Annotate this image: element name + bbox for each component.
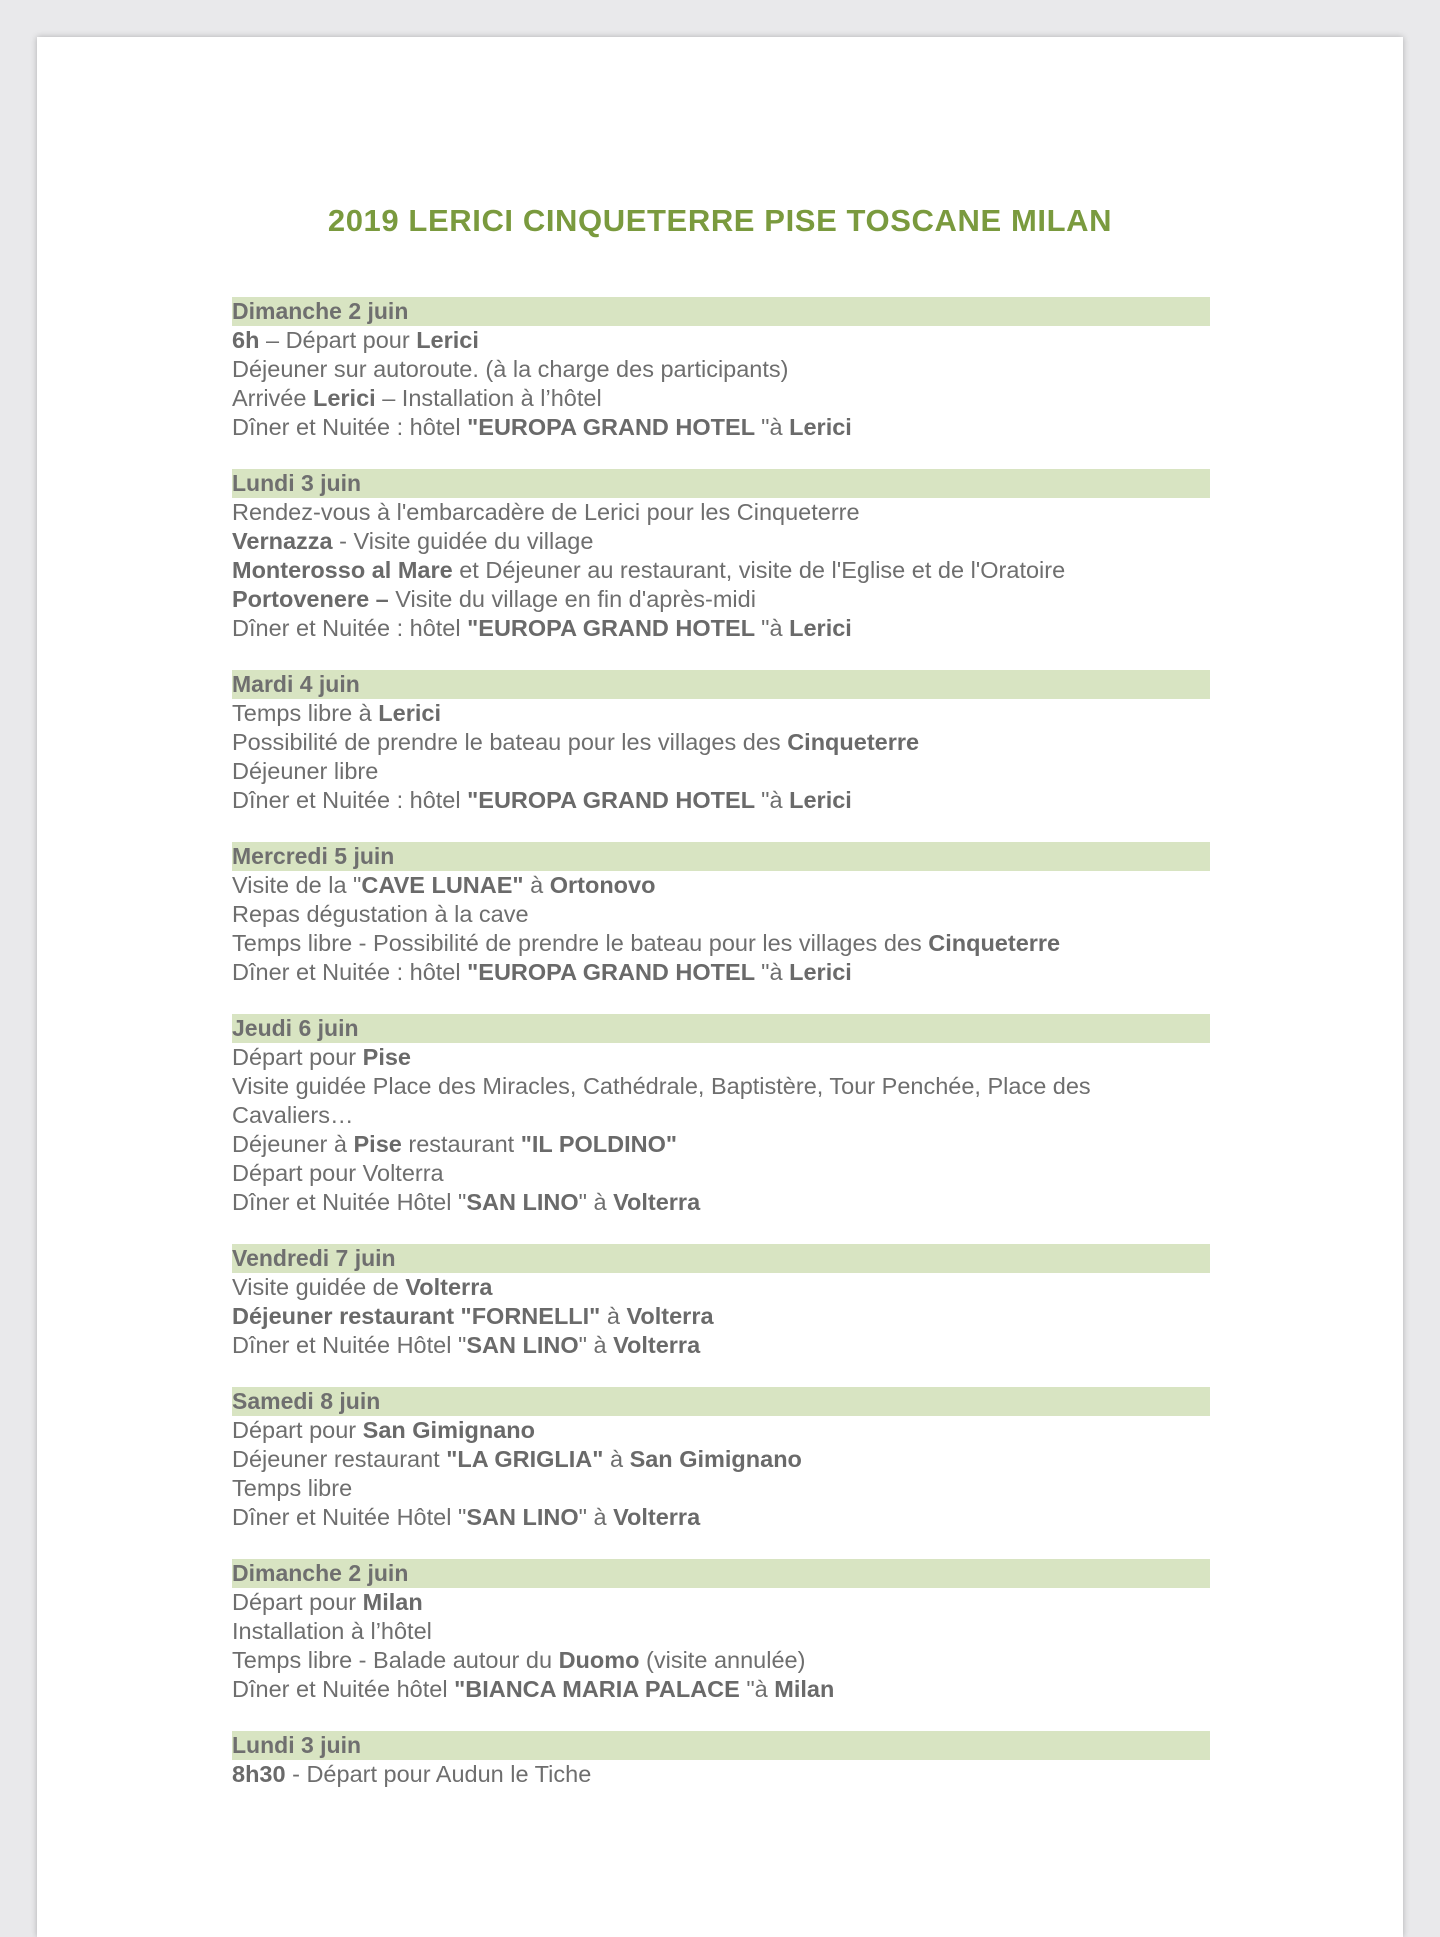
day-header: Lundi 3 juin bbox=[232, 1731, 1210, 1760]
emphasized-text: San Gimignano bbox=[362, 1417, 535, 1443]
line-text: Déjeuner sur autoroute. (à la charge des participants) bbox=[232, 356, 789, 382]
line-text: Dîner et Nuitée : hôtel bbox=[232, 615, 468, 641]
line-text: - Visite guidée du village bbox=[332, 528, 594, 554]
line-text: Temps libre - Balade autour du bbox=[232, 1647, 559, 1673]
line-text: Dîner et Nuitée : hôtel bbox=[232, 414, 468, 440]
line-text: à bbox=[600, 1303, 627, 1329]
itinerary-line bbox=[232, 413, 1210, 442]
emphasized-text: Lerici bbox=[312, 385, 376, 411]
line-text: Dîner et Nuitée : hôtel bbox=[232, 787, 468, 813]
emphasized-text: Lerici bbox=[416, 327, 479, 353]
emphasized-text: "IL POLDINO" bbox=[520, 1131, 678, 1157]
itinerary-line bbox=[232, 614, 1210, 643]
emphasized-text: 8h30 bbox=[232, 1761, 286, 1787]
emphasized-text: SAN LINO bbox=[466, 1189, 579, 1215]
emphasized-text: Lerici bbox=[378, 700, 441, 726]
itinerary-line bbox=[232, 1159, 1210, 1188]
line-text: Visite guidée de bbox=[232, 1274, 406, 1300]
itinerary-line bbox=[232, 1474, 1210, 1503]
emphasized-text: Volterra bbox=[613, 1189, 701, 1215]
itinerary-line bbox=[232, 1130, 1210, 1159]
line-text: "à bbox=[761, 959, 790, 985]
line-text: – Installation à l’hôtel bbox=[375, 385, 602, 411]
itinerary-line bbox=[232, 498, 1210, 527]
line-text: Rendez-vous à l'embarcadère de Lerici pour les Cinqueterre bbox=[232, 499, 860, 525]
emphasized-text: Pise bbox=[362, 1044, 411, 1070]
itinerary-line bbox=[232, 1675, 1210, 1704]
itinerary-line bbox=[232, 1072, 1210, 1130]
line-text: Déjeuner à bbox=[232, 1131, 354, 1157]
line-text: Visite du village en fin d'après-midi bbox=[388, 586, 756, 612]
itinerary-line bbox=[232, 1416, 1210, 1445]
itinerary-line bbox=[232, 1760, 1210, 1789]
emphasized-text: Monterosso al Mare bbox=[232, 557, 453, 583]
line-text: " à bbox=[578, 1189, 614, 1215]
day-header: Dimanche 2 juin bbox=[232, 297, 1210, 326]
emphasized-text: Cinqueterre bbox=[928, 930, 1061, 956]
line-text: " à bbox=[578, 1332, 614, 1358]
emphasized-text: Lerici bbox=[789, 959, 852, 985]
line-text: Possibilité de prendre le bateau pour les villages des bbox=[232, 729, 788, 755]
day-header: Vendredi 7 juin bbox=[232, 1244, 1210, 1273]
emphasized-text: "EUROPA GRAND HOTEL bbox=[467, 959, 762, 985]
line-text: " à bbox=[578, 1504, 614, 1530]
day-section bbox=[232, 469, 1210, 643]
emphasized-text: Volterra bbox=[613, 1504, 701, 1530]
line-text: "à bbox=[746, 1676, 775, 1702]
line-text: à bbox=[523, 872, 550, 898]
day-section bbox=[232, 1244, 1210, 1360]
line-text: Arrivée bbox=[232, 385, 313, 411]
day-section bbox=[232, 1387, 1210, 1532]
emphasized-text: Lerici bbox=[789, 615, 852, 641]
line-text: Temps libre bbox=[232, 1475, 353, 1501]
line-text: – Départ pour bbox=[259, 327, 417, 353]
line-text: Visite guidée Place des Miracles, Cathédrale, Baptistère, Tour Penchée, Place des Cavaliers… bbox=[232, 1073, 1091, 1128]
line-text: Repas dégustation à la cave bbox=[232, 901, 529, 927]
emphasized-text: Volterra bbox=[405, 1274, 493, 1300]
document-page bbox=[37, 37, 1403, 1937]
emphasized-text: Portovenere – bbox=[232, 586, 389, 612]
line-text: Temps libre - Possibilité de prendre le bateau pour les villages des bbox=[232, 930, 929, 956]
line-text: Visite de la " bbox=[232, 872, 362, 898]
itinerary-line bbox=[232, 1617, 1210, 1646]
emphasized-text: 6h bbox=[232, 327, 260, 353]
emphasized-text: San Gimignano bbox=[629, 1446, 802, 1472]
emphasized-text: Lerici bbox=[789, 414, 852, 440]
itinerary-line bbox=[232, 699, 1210, 728]
line-text: Déjeuner restaurant bbox=[232, 1446, 447, 1472]
itinerary-line bbox=[232, 871, 1210, 900]
line-text: Départ pour bbox=[232, 1044, 363, 1070]
line-text: Dîner et Nuitée Hôtel " bbox=[232, 1332, 467, 1358]
day-section bbox=[232, 297, 1210, 442]
itinerary-line bbox=[232, 1503, 1210, 1532]
line-text: Dîner et Nuitée hôtel bbox=[232, 1676, 455, 1702]
day-header: Dimanche 2 juin bbox=[232, 1559, 1210, 1588]
line-text: Départ pour Volterra bbox=[232, 1160, 444, 1186]
emphasized-text: Cinqueterre bbox=[787, 729, 920, 755]
line-text: "à bbox=[761, 615, 790, 641]
itinerary-line bbox=[232, 728, 1210, 757]
itinerary bbox=[232, 297, 1210, 1816]
day-header: Jeudi 6 juin bbox=[232, 1014, 1210, 1043]
itinerary-line bbox=[232, 355, 1210, 384]
itinerary-line bbox=[232, 1302, 1210, 1331]
emphasized-text: "EUROPA GRAND HOTEL bbox=[467, 414, 762, 440]
day-header: Samedi 8 juin bbox=[232, 1387, 1210, 1416]
emphasized-text: SAN LINO bbox=[466, 1332, 579, 1358]
document-title: 2019 LERICI CINQUETERRE PISE TOSCANE MILAN bbox=[327, 203, 1113, 238]
line-text: Départ pour bbox=[232, 1589, 363, 1615]
itinerary-line bbox=[232, 585, 1210, 614]
emphasized-text: CAVE LUNAE" bbox=[361, 872, 524, 898]
line-text: Départ pour bbox=[232, 1417, 363, 1443]
emphasized-text: Vernazza bbox=[232, 528, 333, 554]
day-section bbox=[232, 1014, 1210, 1217]
line-text: Installation à l’hôtel bbox=[232, 1618, 432, 1644]
itinerary-line bbox=[232, 1445, 1210, 1474]
itinerary-line bbox=[232, 958, 1210, 987]
emphasized-text: Lerici bbox=[789, 787, 852, 813]
emphasized-text: Pise bbox=[353, 1131, 402, 1157]
itinerary-line bbox=[232, 786, 1210, 815]
itinerary-line bbox=[232, 1043, 1210, 1072]
emphasized-text: "BIANCA MARIA PALACE bbox=[454, 1676, 747, 1702]
day-section bbox=[232, 670, 1210, 815]
emphasized-text: "EUROPA GRAND HOTEL bbox=[467, 615, 762, 641]
emphasized-text: Milan bbox=[362, 1589, 423, 1615]
line-text: - Départ pour Audun le Tiche bbox=[285, 1761, 592, 1787]
line-text: "à bbox=[761, 414, 790, 440]
line-text: restaurant bbox=[401, 1131, 521, 1157]
emphasized-text: "EUROPA GRAND HOTEL bbox=[467, 787, 762, 813]
itinerary-line bbox=[232, 900, 1210, 929]
itinerary-line bbox=[232, 556, 1210, 585]
line-text: Dîner et Nuitée Hôtel " bbox=[232, 1504, 467, 1530]
itinerary-line bbox=[232, 1588, 1210, 1617]
itinerary-line bbox=[232, 326, 1210, 355]
emphasized-text: Volterra bbox=[613, 1332, 701, 1358]
day-header: Mercredi 5 juin bbox=[232, 842, 1210, 871]
itinerary-line bbox=[232, 1273, 1210, 1302]
line-text: à bbox=[603, 1446, 630, 1472]
emphasized-text: "LA GRIGLIA" bbox=[446, 1446, 604, 1472]
itinerary-line bbox=[232, 1188, 1210, 1217]
day-section bbox=[232, 1731, 1210, 1789]
itinerary-line bbox=[232, 757, 1210, 786]
line-text: Dîner et Nuitée Hôtel " bbox=[232, 1189, 467, 1215]
line-text: Dîner et Nuitée : hôtel bbox=[232, 959, 468, 985]
line-text: Déjeuner libre bbox=[232, 758, 379, 784]
itinerary-line bbox=[232, 1646, 1210, 1675]
itinerary-line bbox=[232, 929, 1210, 958]
line-text: Temps libre à bbox=[232, 700, 379, 726]
day-header: Mardi 4 juin bbox=[232, 670, 1210, 699]
emphasized-text: Volterra bbox=[626, 1303, 714, 1329]
itinerary-line bbox=[232, 384, 1210, 413]
day-section bbox=[232, 842, 1210, 987]
line-text: et Déjeuner au restaurant, visite de l'Eglise et de l'Oratoire bbox=[452, 557, 1066, 583]
emphasized-text: Milan bbox=[774, 1676, 835, 1702]
line-text: (visite annulée) bbox=[639, 1647, 806, 1673]
emphasized-text: Déjeuner restaurant "FORNELLI" bbox=[232, 1303, 601, 1329]
emphasized-text: Duomo bbox=[558, 1647, 640, 1673]
emphasized-text: SAN LINO bbox=[466, 1504, 579, 1530]
itinerary-line bbox=[232, 527, 1210, 556]
line-text: "à bbox=[761, 787, 790, 813]
day-section bbox=[232, 1559, 1210, 1704]
day-header: Lundi 3 juin bbox=[232, 469, 1210, 498]
itinerary-line bbox=[232, 1331, 1210, 1360]
emphasized-text: Ortonovo bbox=[549, 872, 656, 898]
